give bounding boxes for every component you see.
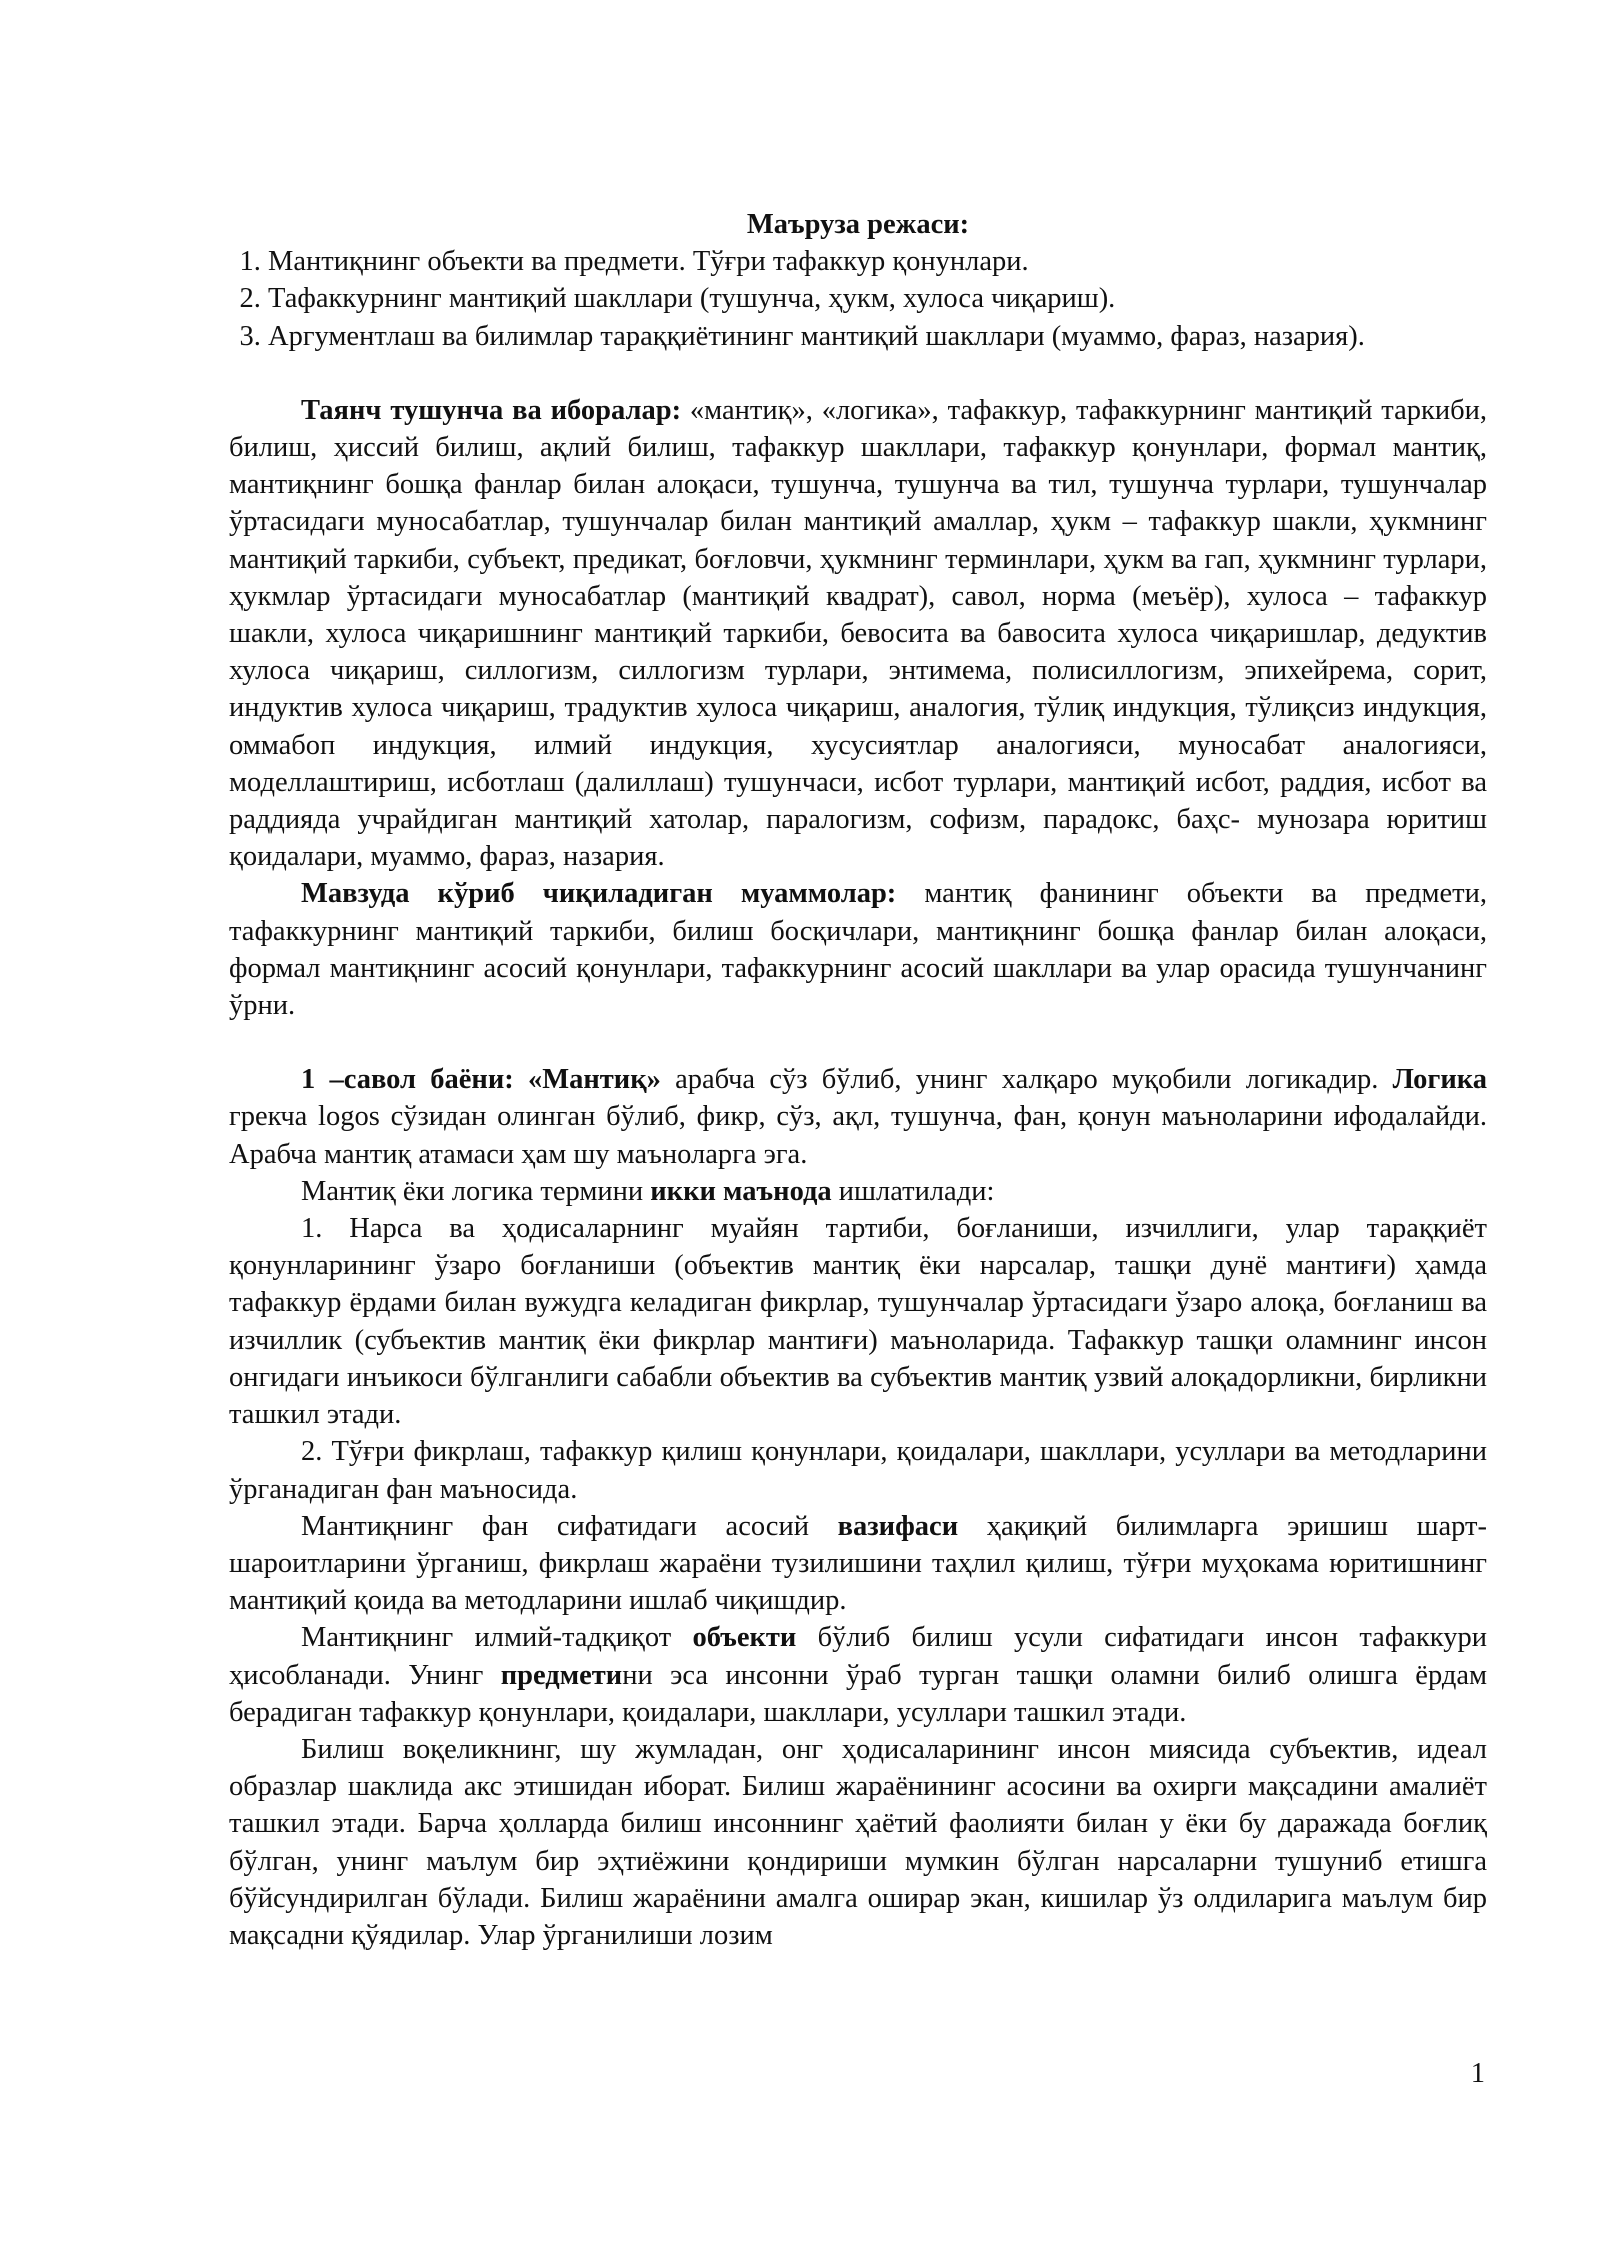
subject-bold: предмети [500,1659,623,1691]
object-text-post: ни эса инсонни ўраб турган ташқи оламни билиб олишга ёрдам берадиган тафаккур қонунлари, қоидалари, шакллари, усуллари ташкил этади. [229,1659,1487,1728]
question1-paragraph [229,1061,1487,1173]
lecture-plan-list [229,243,1487,355]
object-text-mid: бўлиб билиш усули сифатидаги инсон тафаккури ҳисобланади. Унинг [229,1622,1487,1691]
keywords-label: Таянч тушунча ва иборалар: [301,394,682,426]
plan-item: 2. Тафаккурнинг мантиқий шакллари (тушунча, ҳукм, хулоса чиқариш). [268,280,1487,317]
meanings-paragraph [229,1173,1487,1210]
page-number: 1 [1470,2058,1485,2089]
problems-text: мантиқ фанининг объекти ва предмети, тафаккурнинг мантиқий таркиби, билиш босқичлари, мантиқнинг бошқа фанлар билан алоқаси, формал мантиқнинг асосий қонунлари, тафаккурнинг асосий шакллари ва улар орасида тушунчанинг ўрни. [229,878,1487,1022]
plan-item: 1. Мантиқнинг объекти ва предмети. Тўғри тафаккур қонунлари. [268,243,1487,280]
meanings-text-pre: Мантиқ ёки логика термини [301,1175,651,1207]
problems-paragraph [229,875,1487,1024]
keywords-text: «мантиқ», «логика», тафаккур, тафаккурнинг мантиқий таркиби, билиш, ҳиссий билиш, ақлий билиш, тафаккур шакллари, тафаккур қонунлари, формал мантиқ, мантиқнинг бошқа фанлар билан алоқаси, тушунча, тушунча ва тил, тушунча турлари, тушунчалар ўртасидаги муносабатлар, тушунчалар билан мантиқий амаллар, ҳукм – тафаккур шакли, ҳукмнинг мантиқий таркиби, субъект, предикат, боғловчи, ҳукмнинг терминлари, ҳукм ва гап, ҳукмнинг турлари, ҳукмлар ўртасидаги муносабатлар (мантиқий квадрат), савол, норма (меъёр), хулоса – тафаккур шакли, хулоса чиқаришнинг мантиқий таркиби, бевосита ва бавосита хулоса чиқаришлар, дедуктив хулоса чиқариш, силлогизм, силлогизм турлари, энтимема, полисиллогизм, эпихейрема, сорит, индуктив хулоса чиқариш, традуктив хулоса чиқариш, аналогия, тўлиқ индукция, тўлиқсиз индукция, оммабоп индукция, илмий индукция, хусусиятлар аналогияси, муносабат аналогияси, моделлаштириш, исботлаш (далиллаш) тушунчаси, исбот турлари, мантиқий исбот, раддия, исбот ва раддияда учрайдиган мантиқий хатолар, паралогизм, софизм, парадокс, баҳс- мунозара юритиш қоидалари, муаммо, фараз, назария. [229,394,1487,873]
task-text-pre: Мантиқнинг фан сифатидаги асосий [301,1510,838,1542]
object-bold: объекти [692,1622,797,1654]
task-bold: вазифаси [837,1510,959,1542]
keywords-paragraph [229,392,1487,876]
document-body [229,206,1487,1954]
object-paragraph [229,1619,1487,1731]
plan-item: 3. Аргументлаш ва билимлар тараққиётининг мантиқий шакллари (муаммо, фараз, назария). [268,318,1487,355]
meanings-bold: икки маънода [650,1175,832,1207]
meaning-one-paragraph: 1. Нарса ва ҳодисаларнинг муайян тартиби, боғланиши, изчиллиги, улар тараққиёт қонунларининг ўзаро боғланиши (объектив мантиқ ёки нарсалар, ташқи дунё мантиғи) ҳамда тафаккур ёрдами билан вужудга келадиган фикрлар, тушунчалар ўртасидаги ўзаро алоқа, боғланиш ва изчиллик (субъектив мантиқ ёки фикрлар мантиғи) маъноларида. Тафаккур ташқи оламнинг инсон онгидаги инъикоси бўлганлиги сабабли объектив ва субъектив мантиқ узвий алоқадорликни, бирликни ташкил этади. [229,1213,1487,1431]
meaning-two-paragraph: 2. Тўғри фикрлаш, тафаккур қилиш қонунлари, қоидалари, шакллари, усуллари ва методларини ўрганадиган фан маъносида. [229,1436,1487,1505]
term-logika: Логика [1392,1064,1487,1096]
problems-label: Мавзуда кўриб чиқиладиган муаммолар: [301,878,897,910]
term-mantiq: «Мантиқ» [527,1064,661,1096]
question1-text2: грекча logos сўзидан олинган бўлиб, фикр, сўз, ақл, тушунча, фан, қонун маъноларини ифодалайди. Арабча мантиқ атамаси ҳам шу маъноларга эга. [229,1101,1487,1170]
lecture-plan-title: Маъруза режаси: [746,209,970,240]
task-paragraph [229,1508,1487,1620]
question1-label: 1 –савол баёни: [301,1064,514,1096]
question1-text1: арабча сўз бўлиб, унинг халқаро муқобили логикадир. [660,1064,1393,1096]
cognition-paragraph: Билиш воқеликнинг, шу жумладан, онг ҳодисаларининг инсон миясида субъектив, идеал образлар шаклида акс этишидан иборат. Билиш жараёнининг асосини ва охирги мақсадини амалиёт ташкил этади. Барча ҳолларда билиш инсоннинг ҳаётий фаолияти билан у ёки бу даражада боғлиқ бўлган, унинг маълум бир эҳтиёжини қондириши мумкин бўлган нарсаларни тушуниб етишга бўйсундирилган бўлади. Билиш жараёнини амалга оширар экан, кишилар ўз олдиларига маълум бир мақсадни қўядилар. Улар ўрганилиши лозим [229,1733,1487,1951]
task-text-post: ҳақиқий билимларга эришиш шарт-шароитларини ўрганиш, фикрлаш жараёни тузилишини таҳлил қилиш, тўғри муҳокама юритишнинг мантиқий қоида ва методларини ишлаб чиқишдир. [229,1510,1487,1617]
meanings-text-post: ишлатилади: [831,1175,995,1207]
object-text-pre: Мантиқнинг илмий-тадқиқот [301,1622,693,1654]
